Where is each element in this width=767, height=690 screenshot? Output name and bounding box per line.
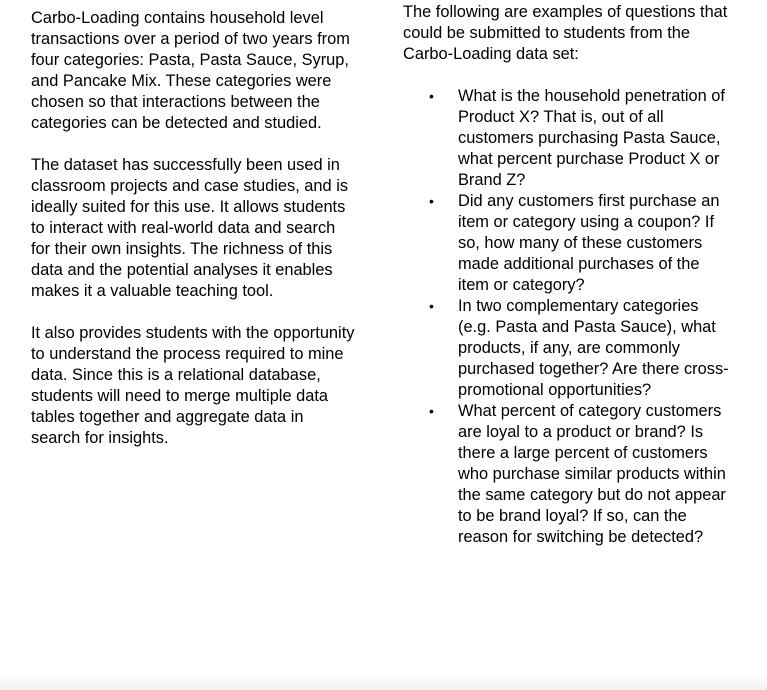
bullet-icon: • <box>429 298 434 314</box>
right-column <box>403 2 733 548</box>
questions-intro: The following are examples of questions that could be submitted to students from the Carbo-Loading data set: <box>403 3 728 63</box>
list-item <box>403 296 733 401</box>
question-text: In two complementary categories (e.g. Pasta and Pasta Sauce), what products, if any, are commonly purchased together? Are there cross-promotional opportunities? <box>458 297 729 399</box>
question-text: What percent of category customers are loyal to a product or brand? Is there a large percent of customers who purchase similar products within the same category but do not appear to be brand loyal? If so, can the reason for switching be detected? <box>458 402 726 546</box>
left-column <box>31 8 356 470</box>
list-item <box>403 191 733 296</box>
list-item <box>403 86 733 191</box>
bullet-icon: • <box>429 193 434 209</box>
page-bottom-shadow <box>0 672 767 690</box>
list-item <box>403 401 733 548</box>
bullet-icon: • <box>429 88 434 104</box>
question-text: What is the household penetration of Product X? That is, out of all customers purchasing Pasta Sauce, what percent purchase Product X or Brand Z? <box>458 87 725 189</box>
question-text: Did any customers first purchase an item or category using a coupon? If so, how many of these customers made additional purchases of the item or category? <box>458 192 720 294</box>
example-questions-list <box>403 86 733 548</box>
intro-paragraph: Carbo-Loading contains household level transactions over a period of two years from four categories: Pasta, Pasta Sauce, Syrup, and Pancake Mix. These categories were chosen so that interactions between the categories can be detected and studied. <box>31 9 350 132</box>
data-mining-paragraph: It also provides students with the opportunity to understand the process required to mine data. Since this is a relational database, students will need to merge multiple data tables together and aggregate data in search for insights. <box>31 324 355 447</box>
bullet-icon: • <box>429 403 434 419</box>
classroom-use-paragraph: The dataset has successfully been used in classroom projects and case studies, and is ideally suited for this use. It allows students to interact with real-world data and search for their own insights. The richness of this data and the potential analyses it enables makes it a valuable teaching tool. <box>31 156 349 300</box>
